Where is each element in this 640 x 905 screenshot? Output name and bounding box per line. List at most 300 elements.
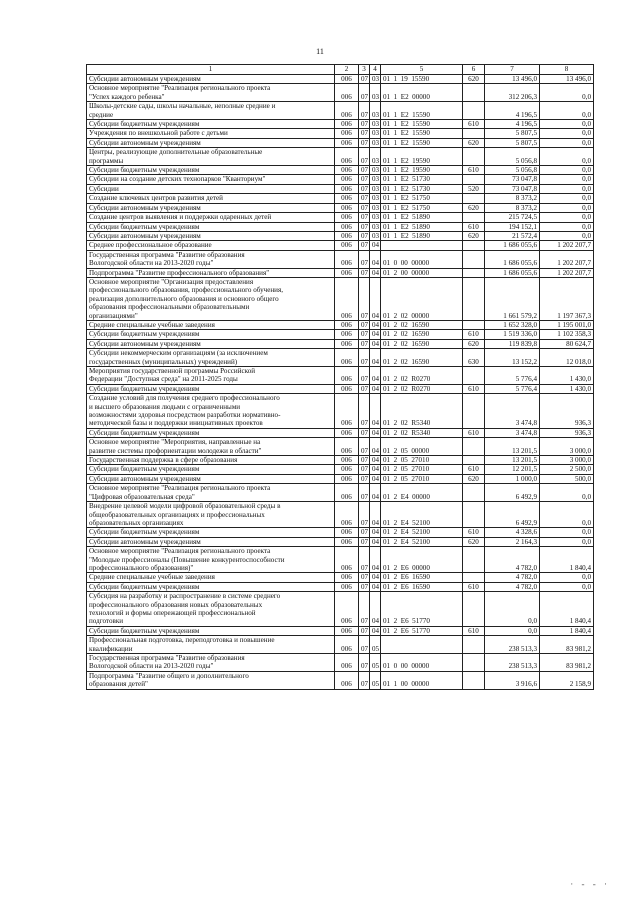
table-row bbox=[87, 465, 594, 474]
expense-type-code: 610 bbox=[463, 528, 485, 537]
table-row bbox=[87, 428, 594, 437]
table-row bbox=[87, 330, 594, 339]
table-row bbox=[87, 367, 594, 385]
amount-year-1: 73 047,8 bbox=[485, 175, 540, 184]
section-code: 07 bbox=[359, 428, 370, 437]
expense-type-code: 610 bbox=[463, 166, 485, 175]
target-article-code: 01 2 E6 51770 bbox=[381, 626, 463, 635]
row-name: Субсидии бюджетным учреждениям bbox=[87, 465, 335, 474]
target-article-code: 01 2 02 16590 bbox=[381, 330, 463, 339]
section-code: 07 bbox=[359, 537, 370, 546]
row-name: Субсидии автономным учреждениям bbox=[87, 138, 335, 147]
amount-year-2: 0,0 bbox=[540, 573, 594, 582]
amount-year-2: 936,3 bbox=[540, 394, 594, 429]
row-name: Внедрение целевой модели цифровой образовательной среды в общеобразовательных организациях и профессиональных образовательных организациях bbox=[87, 502, 335, 528]
ministry-code: 006 bbox=[335, 166, 359, 175]
amount-year-2: 0,0 bbox=[540, 537, 594, 546]
ministry-code: 006 bbox=[335, 120, 359, 129]
amount-year-2: 3 000,0 bbox=[540, 456, 594, 465]
target-article-code: 01 1 E2 19590 bbox=[381, 166, 463, 175]
column-header: 2 bbox=[335, 65, 359, 75]
subsection-code: 04 bbox=[370, 547, 381, 573]
table-row bbox=[87, 231, 594, 240]
table-row bbox=[87, 582, 594, 591]
expense-type-code bbox=[463, 175, 485, 184]
amount-year-1: 1 661 579,2 bbox=[485, 277, 540, 320]
target-article-code: 01 1 E2 15590 bbox=[381, 138, 463, 147]
row-name: Подпрограмма "Развитие общего и дополнительного образования детей" bbox=[87, 671, 335, 689]
subsection-code: 04 bbox=[370, 438, 381, 456]
target-article-code bbox=[381, 241, 463, 250]
ministry-code: 006 bbox=[335, 268, 359, 277]
amount-year-2: 1 430,0 bbox=[540, 367, 594, 385]
amount-year-1: 1 519 336,0 bbox=[485, 330, 540, 339]
ministry-code: 006 bbox=[335, 582, 359, 591]
amount-year-1: 215 724,5 bbox=[485, 213, 540, 222]
subsection-code: 04 bbox=[370, 592, 381, 627]
section-code: 07 bbox=[359, 175, 370, 184]
ministry-code: 006 bbox=[335, 213, 359, 222]
expense-type-code: 610 bbox=[463, 465, 485, 474]
ministry-code: 006 bbox=[335, 339, 359, 348]
row-name: Государственная программа "Развитие образования Вологодской области на 2013-2020 годы" bbox=[87, 250, 335, 268]
amount-year-2: 0,0 bbox=[540, 213, 594, 222]
expense-type-code bbox=[463, 102, 485, 120]
ministry-code: 006 bbox=[335, 465, 359, 474]
subsection-code: 03 bbox=[370, 102, 381, 120]
amount-year-2: 0,0 bbox=[540, 148, 594, 166]
amount-year-1: 6 492,9 bbox=[485, 502, 540, 528]
ministry-code: 006 bbox=[335, 384, 359, 393]
amount-year-1: 3 474,8 bbox=[485, 394, 540, 429]
section-code: 07 bbox=[359, 184, 370, 193]
subsection-code: 04 bbox=[370, 537, 381, 546]
amount-year-1: 4 196,5 bbox=[485, 102, 540, 120]
amount-year-1: 1 000,0 bbox=[485, 474, 540, 483]
table-row bbox=[87, 547, 594, 573]
target-article-code: 01 1 E2 15590 bbox=[381, 102, 463, 120]
subsection-code: 04 bbox=[370, 428, 381, 437]
table-row bbox=[87, 241, 594, 250]
row-name: Субсидии автономным учреждениям bbox=[87, 474, 335, 483]
row-name: Основное мероприятие "Реализация регионального проекта "Молодые профессионалы (Повышение конкурентоспособности профессионального образования)" bbox=[87, 547, 335, 573]
amount-year-1: 5 807,5 bbox=[485, 138, 540, 147]
target-article-code: 01 1 E2 51750 bbox=[381, 203, 463, 212]
subsection-code: 03 bbox=[370, 222, 381, 231]
section-code: 07 bbox=[359, 166, 370, 175]
row-name: Основное мероприятие "Реализация регионального проекта "Цифровая образовательная среда" bbox=[87, 484, 335, 502]
ministry-code: 006 bbox=[335, 148, 359, 166]
subsection-code: 04 bbox=[370, 268, 381, 277]
subsection-code: 04 bbox=[370, 626, 381, 635]
section-code: 07 bbox=[359, 148, 370, 166]
ministry-code: 006 bbox=[335, 484, 359, 502]
section-code: 07 bbox=[359, 502, 370, 528]
subsection-code: 03 bbox=[370, 175, 381, 184]
expense-type-code bbox=[463, 573, 485, 582]
section-code: 07 bbox=[359, 592, 370, 627]
section-code: 07 bbox=[359, 367, 370, 385]
subsection-code: 04 bbox=[370, 456, 381, 465]
target-article-code: 01 1 E2 15590 bbox=[381, 120, 463, 129]
table-row bbox=[87, 537, 594, 546]
section-code: 07 bbox=[359, 654, 370, 672]
table-row bbox=[87, 129, 594, 138]
row-name: Создание условий для получения среднего профессионального и высшего образования людьми с ограниченными возможностями здоровья посредством разработки нормативно- методической базы и поддержки инициативных проектов bbox=[87, 394, 335, 429]
ministry-code: 006 bbox=[335, 129, 359, 138]
amount-year-2: 83 981,2 bbox=[540, 654, 594, 672]
row-name: Субсидии бюджетным учреждениям bbox=[87, 582, 335, 591]
expense-type-code bbox=[463, 148, 485, 166]
subsection-code: 04 bbox=[370, 394, 381, 429]
subsection-code: 03 bbox=[370, 120, 381, 129]
subsection-code: 04 bbox=[370, 320, 381, 329]
subsection-code: 03 bbox=[370, 213, 381, 222]
amount-year-2: 1 840,4 bbox=[540, 626, 594, 635]
amount-year-1: 1 686 055,6 bbox=[485, 250, 540, 268]
ministry-code: 006 bbox=[335, 175, 359, 184]
target-article-code: 01 1 E2 15590 bbox=[381, 129, 463, 138]
table-row bbox=[87, 75, 594, 84]
row-name: Субсидии на создание детских технопарков "Кванториум" bbox=[87, 175, 335, 184]
row-name: Подпрограмма "Развитие профессионального образования" bbox=[87, 268, 335, 277]
amount-year-2: 1 202 207,7 bbox=[540, 241, 594, 250]
amount-year-2: 500,0 bbox=[540, 474, 594, 483]
amount-year-1: 4 782,0 bbox=[485, 547, 540, 573]
expense-type-code: 620 bbox=[463, 231, 485, 240]
expense-type-code bbox=[463, 84, 485, 102]
amount-year-1: 4 782,0 bbox=[485, 573, 540, 582]
row-name: Субсидии бюджетным учреждениям bbox=[87, 330, 335, 339]
section-code: 07 bbox=[359, 203, 370, 212]
section-code: 07 bbox=[359, 250, 370, 268]
expense-type-code bbox=[463, 213, 485, 222]
subsection-code: 03 bbox=[370, 129, 381, 138]
section-code: 07 bbox=[359, 573, 370, 582]
ministry-code: 006 bbox=[335, 592, 359, 627]
amount-year-2: 1 197 367,3 bbox=[540, 277, 594, 320]
amount-year-1: 12 201,5 bbox=[485, 465, 540, 474]
subsection-code: 04 bbox=[370, 367, 381, 385]
subsection-code: 04 bbox=[370, 250, 381, 268]
ministry-code: 006 bbox=[335, 222, 359, 231]
subsection-code: 03 bbox=[370, 231, 381, 240]
table-row bbox=[87, 636, 594, 654]
ministry-code: 006 bbox=[335, 394, 359, 429]
expense-type-code bbox=[463, 241, 485, 250]
subsection-code: 03 bbox=[370, 203, 381, 212]
subsection-code: 04 bbox=[370, 465, 381, 474]
section-code: 07 bbox=[359, 671, 370, 689]
section-code: 07 bbox=[359, 84, 370, 102]
amount-year-1: 8 373,2 bbox=[485, 203, 540, 212]
amount-year-1: 0,0 bbox=[485, 626, 540, 635]
expense-type-code: 620 bbox=[463, 138, 485, 147]
expense-type-code bbox=[463, 367, 485, 385]
header-row bbox=[87, 65, 594, 75]
row-name: Субсидии бюджетным учреждениям bbox=[87, 120, 335, 129]
amount-year-2: 0,0 bbox=[540, 102, 594, 120]
table-body bbox=[87, 75, 594, 690]
expense-type-code bbox=[463, 636, 485, 654]
amount-year-2: 0,0 bbox=[540, 582, 594, 591]
amount-year-1: 5 056,8 bbox=[485, 148, 540, 166]
amount-year-1: 3 474,8 bbox=[485, 428, 540, 437]
amount-year-2: 0,0 bbox=[540, 120, 594, 129]
row-name: Профессиональная подготовка, переподготовка и повышение квалификации bbox=[87, 636, 335, 654]
row-name: Мероприятия государственной программы Российской Федерации "Доступная среда" на 2011-2025 годы bbox=[87, 367, 335, 385]
amount-year-1: 119 839,8 bbox=[485, 339, 540, 348]
expense-type-code: 610 bbox=[463, 626, 485, 635]
section-code: 07 bbox=[359, 241, 370, 250]
amount-year-2: 0,0 bbox=[540, 484, 594, 502]
amount-year-1: 13 201,5 bbox=[485, 456, 540, 465]
amount-year-1: 4 196,5 bbox=[485, 120, 540, 129]
amount-year-1: 1 686 055,6 bbox=[485, 268, 540, 277]
table-row bbox=[87, 320, 594, 329]
section-code: 07 bbox=[359, 75, 370, 84]
expense-type-code bbox=[463, 547, 485, 573]
section-code: 07 bbox=[359, 339, 370, 348]
subsection-code: 03 bbox=[370, 84, 381, 102]
table-row bbox=[87, 654, 594, 672]
column-header: 3 bbox=[359, 65, 370, 75]
amount-year-1: 0,0 bbox=[485, 592, 540, 627]
section-code: 07 bbox=[359, 636, 370, 654]
row-name: Субсидии автономным учреждениям bbox=[87, 339, 335, 348]
amount-year-1: 5 056,8 bbox=[485, 166, 540, 175]
target-article-code: 01 1 E2 00000 bbox=[381, 84, 463, 102]
amount-year-1: 3 916,6 bbox=[485, 671, 540, 689]
target-article-code: 01 2 E4 52100 bbox=[381, 502, 463, 528]
row-name: Основное мероприятие "Реализация регионального проекта "Успех каждого ребенка" bbox=[87, 84, 335, 102]
expense-type-code: 610 bbox=[463, 428, 485, 437]
subsection-code: 04 bbox=[370, 384, 381, 393]
section-code: 07 bbox=[359, 320, 370, 329]
amount-year-2: 0,0 bbox=[540, 231, 594, 240]
ministry-code: 006 bbox=[335, 573, 359, 582]
amount-year-1: 21 572,4 bbox=[485, 231, 540, 240]
section-code: 07 bbox=[359, 222, 370, 231]
section-code: 07 bbox=[359, 384, 370, 393]
row-name: Средние специальные учебные заведения bbox=[87, 573, 335, 582]
expense-type-code bbox=[463, 394, 485, 429]
table-row bbox=[87, 148, 594, 166]
target-article-code: 01 2 E6 16590 bbox=[381, 573, 463, 582]
ministry-code: 006 bbox=[335, 626, 359, 635]
subsection-code: 03 bbox=[370, 184, 381, 193]
ministry-code: 006 bbox=[335, 528, 359, 537]
target-article-code: 01 1 E2 19590 bbox=[381, 148, 463, 166]
section-code: 07 bbox=[359, 268, 370, 277]
table-row bbox=[87, 349, 594, 367]
amount-year-2: 0,0 bbox=[540, 166, 594, 175]
subsection-code: 03 bbox=[370, 194, 381, 203]
target-article-code: 01 1 E2 51730 bbox=[381, 175, 463, 184]
row-name: Центры, реализующие дополнительные образовательные программы bbox=[87, 148, 335, 166]
target-article-code: 01 1 00 00000 bbox=[381, 671, 463, 689]
target-article-code: 01 2 02 16590 bbox=[381, 349, 463, 367]
budget-table bbox=[86, 64, 594, 690]
amount-year-2: 1 195 001,0 bbox=[540, 320, 594, 329]
ministry-code: 006 bbox=[335, 502, 359, 528]
row-name: Создание ключевых центров развития детей bbox=[87, 194, 335, 203]
amount-year-2: 0,0 bbox=[540, 194, 594, 203]
amount-year-1: 1 686 055,6 bbox=[485, 241, 540, 250]
amount-year-1: 13 496,0 bbox=[485, 75, 540, 84]
ministry-code: 006 bbox=[335, 241, 359, 250]
table-row bbox=[87, 438, 594, 456]
amount-year-1: 73 047,8 bbox=[485, 184, 540, 193]
amount-year-2: 0,0 bbox=[540, 84, 594, 102]
amount-year-1: 13 201,5 bbox=[485, 438, 540, 456]
table-row bbox=[87, 339, 594, 348]
table-row bbox=[87, 184, 594, 193]
amount-year-2: 3 000,0 bbox=[540, 438, 594, 456]
table-row bbox=[87, 484, 594, 502]
target-article-code: 01 1 E2 51890 bbox=[381, 222, 463, 231]
ministry-code: 006 bbox=[335, 654, 359, 672]
section-code: 07 bbox=[359, 138, 370, 147]
target-article-code: 01 2 02 R0270 bbox=[381, 384, 463, 393]
target-article-code: 01 2 05 27010 bbox=[381, 456, 463, 465]
expense-type-code bbox=[463, 456, 485, 465]
target-article-code: 01 2 02 16590 bbox=[381, 320, 463, 329]
expense-type-code: 620 bbox=[463, 339, 485, 348]
column-header: 7 bbox=[485, 65, 540, 75]
amount-year-2: 80 624,7 bbox=[540, 339, 594, 348]
section-code: 07 bbox=[359, 465, 370, 474]
target-article-code: 01 2 E6 51770 bbox=[381, 592, 463, 627]
subsection-code: 04 bbox=[370, 502, 381, 528]
section-code: 07 bbox=[359, 213, 370, 222]
section-code: 07 bbox=[359, 484, 370, 502]
subsection-code: 04 bbox=[370, 241, 381, 250]
amount-year-2: 0,0 bbox=[540, 528, 594, 537]
subsection-code: 04 bbox=[370, 330, 381, 339]
ministry-code: 006 bbox=[335, 456, 359, 465]
section-code: 07 bbox=[359, 474, 370, 483]
ministry-code: 006 bbox=[335, 367, 359, 385]
amount-year-1: 194 152,1 bbox=[485, 222, 540, 231]
table-row bbox=[87, 203, 594, 212]
page-corner-mark: · - - · bbox=[570, 879, 610, 889]
page-number: 11 bbox=[316, 47, 324, 56]
row-name: Субсидии бюджетным учреждениям bbox=[87, 428, 335, 437]
table-row bbox=[87, 138, 594, 147]
table-row bbox=[87, 671, 594, 689]
ministry-code: 006 bbox=[335, 428, 359, 437]
row-name: Субсидии бюджетным учреждениям bbox=[87, 166, 335, 175]
section-code: 07 bbox=[359, 231, 370, 240]
target-article-code: 01 2 E4 52100 bbox=[381, 528, 463, 537]
amount-year-2: 936,3 bbox=[540, 428, 594, 437]
section-code: 07 bbox=[359, 120, 370, 129]
expense-type-code bbox=[463, 654, 485, 672]
amount-year-2: 0,0 bbox=[540, 175, 594, 184]
target-article-code: 01 2 05 27010 bbox=[381, 474, 463, 483]
table-row bbox=[87, 268, 594, 277]
target-article-code bbox=[381, 636, 463, 654]
target-article-code: 01 2 02 R5340 bbox=[381, 394, 463, 429]
expense-type-code: 620 bbox=[463, 203, 485, 212]
subsection-code: 04 bbox=[370, 528, 381, 537]
target-article-code: 01 2 E6 16590 bbox=[381, 582, 463, 591]
amount-year-2: 12 018,0 bbox=[540, 349, 594, 367]
expense-type-code: 620 bbox=[463, 537, 485, 546]
expense-type-code bbox=[463, 592, 485, 627]
ministry-code: 006 bbox=[335, 84, 359, 102]
section-code: 07 bbox=[359, 129, 370, 138]
subsection-code: 05 bbox=[370, 654, 381, 672]
expense-type-code: 610 bbox=[463, 330, 485, 339]
table-row bbox=[87, 394, 594, 429]
ministry-code: 006 bbox=[335, 184, 359, 193]
ministry-code: 006 bbox=[335, 277, 359, 320]
amount-year-2: 1 840,4 bbox=[540, 547, 594, 573]
subsection-code: 04 bbox=[370, 484, 381, 502]
table-row bbox=[87, 573, 594, 582]
target-article-code: 01 1 E2 51890 bbox=[381, 213, 463, 222]
row-name: Среднее профессиональное образование bbox=[87, 241, 335, 250]
ministry-code: 006 bbox=[335, 547, 359, 573]
amount-year-2: 1 840,4 bbox=[540, 592, 594, 627]
expense-type-code: 620 bbox=[463, 474, 485, 483]
section-code: 07 bbox=[359, 277, 370, 320]
row-name: Государственная программа "Развитие образования Вологодской области на 2013-2020 годы" bbox=[87, 654, 335, 672]
amount-year-2: 1 102 358,3 bbox=[540, 330, 594, 339]
expense-type-code: 610 bbox=[463, 384, 485, 393]
target-article-code: 01 1 E2 51750 bbox=[381, 194, 463, 203]
row-name: Создание центров выявления и поддержки одаренных детей bbox=[87, 213, 335, 222]
amount-year-2: 1 202 207,7 bbox=[540, 268, 594, 277]
target-article-code: 01 2 02 R5340 bbox=[381, 428, 463, 437]
target-article-code: 01 0 00 00000 bbox=[381, 654, 463, 672]
ministry-code: 006 bbox=[335, 194, 359, 203]
amount-year-1: 5 807,5 bbox=[485, 129, 540, 138]
section-code: 07 bbox=[359, 330, 370, 339]
expense-type-code bbox=[463, 250, 485, 268]
expense-type-code: 610 bbox=[463, 120, 485, 129]
amount-year-1: 312 206,3 bbox=[485, 84, 540, 102]
ministry-code: 006 bbox=[335, 231, 359, 240]
ministry-code: 006 bbox=[335, 474, 359, 483]
amount-year-2: 0,0 bbox=[540, 502, 594, 528]
amount-year-2: 1 430,0 bbox=[540, 384, 594, 393]
column-header: 5 bbox=[381, 65, 463, 75]
amount-year-2: 0,0 bbox=[540, 203, 594, 212]
table-row bbox=[87, 222, 594, 231]
column-header: 1 bbox=[87, 65, 335, 75]
target-article-code: 01 2 02 16590 bbox=[381, 339, 463, 348]
expense-type-code bbox=[463, 194, 485, 203]
row-name: Субсидия на разработку и распространение в системе среднего профессионального образования новых образовательных технологий и формы опережающей профессиональной подготовки bbox=[87, 592, 335, 627]
expense-type-code bbox=[463, 484, 485, 502]
ministry-code: 006 bbox=[335, 438, 359, 456]
section-code: 07 bbox=[359, 528, 370, 537]
subsection-code: 05 bbox=[370, 671, 381, 689]
amount-year-1: 238 513,3 bbox=[485, 654, 540, 672]
row-name: Субсидии бюджетным учреждениям bbox=[87, 528, 335, 537]
table-row bbox=[87, 456, 594, 465]
section-code: 07 bbox=[359, 438, 370, 456]
amount-year-2: 0,0 bbox=[540, 222, 594, 231]
table-row bbox=[87, 277, 594, 320]
section-code: 07 bbox=[359, 456, 370, 465]
amount-year-2: 0,0 bbox=[540, 138, 594, 147]
expense-type-code bbox=[463, 268, 485, 277]
column-header: 6 bbox=[463, 65, 485, 75]
